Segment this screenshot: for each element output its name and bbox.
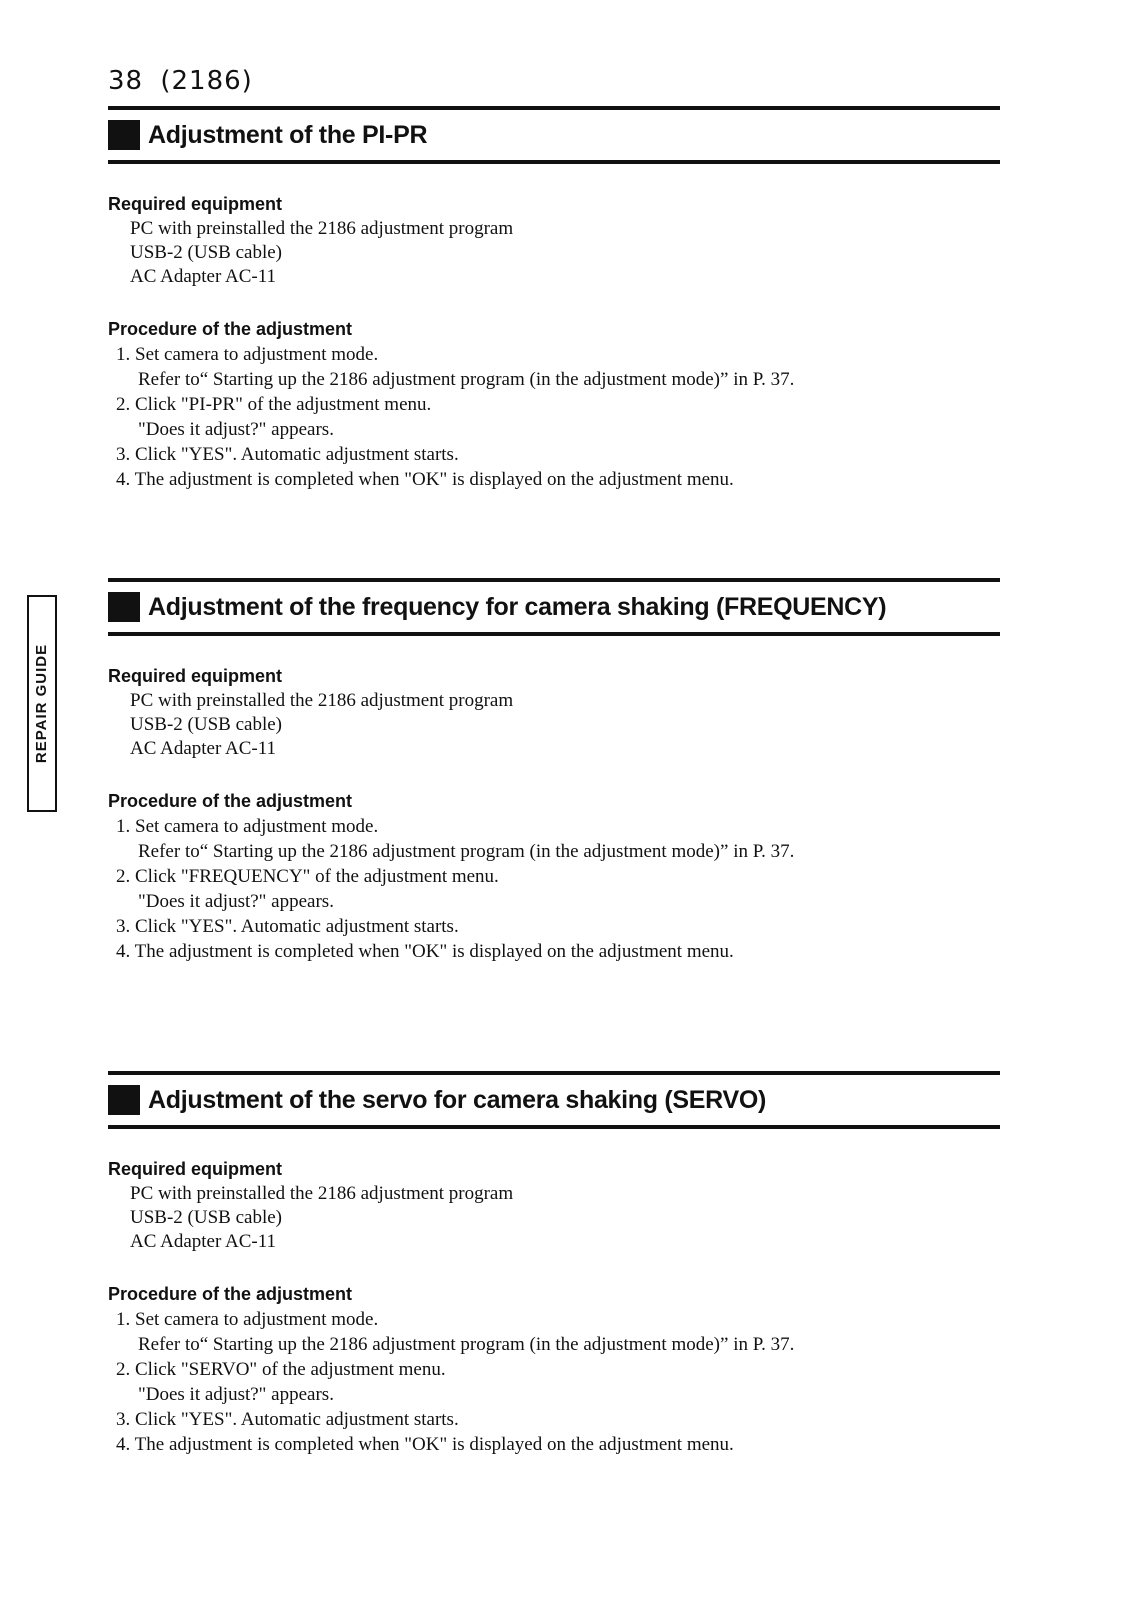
equipment-item: PC with preinstalled the 2186 adjustment program bbox=[130, 690, 514, 711]
heading-marker-square bbox=[108, 592, 140, 622]
procedure-step: 2. Click "FREQUENCY" of the adjustment menu. bbox=[116, 866, 499, 887]
procedure-step: 1. Set camera to adjustment mode. bbox=[116, 344, 379, 365]
section-pi-pr bbox=[108, 106, 1000, 492]
procedure-step-note: Refer to“ Starting up the 2186 adjustment program (in the adjustment mode)” in P. 37. bbox=[138, 369, 795, 390]
procedure-step: 2. Click "PI-PR" of the adjustment menu. bbox=[116, 394, 432, 415]
procedure-step: 4. The adjustment is completed when "OK" is displayed on the adjustment menu. bbox=[116, 1434, 734, 1455]
section-frequency bbox=[108, 578, 1000, 964]
procedure-step: 3. Click "YES". Automatic adjustment starts. bbox=[116, 916, 459, 937]
procedure-label: Procedure of the adjustment bbox=[108, 319, 353, 339]
procedure-label: Procedure of the adjustment bbox=[108, 1284, 353, 1304]
page-model: (2186) bbox=[160, 66, 253, 96]
procedure-step-note: Refer to“ Starting up the 2186 adjustment program (in the adjustment mode)” in P. 37. bbox=[138, 1334, 795, 1355]
equipment-item: USB-2 (USB cable) bbox=[130, 1207, 282, 1228]
equipment-label: Required equipment bbox=[108, 194, 283, 214]
section-title: Adjustment of the PI-PR bbox=[148, 120, 428, 149]
procedure-step-note: "Does it adjust?" appears. bbox=[138, 891, 334, 912]
procedure-step: 4. The adjustment is completed when "OK" is displayed on the adjustment menu. bbox=[116, 941, 734, 962]
heading-marker-square bbox=[108, 1085, 140, 1115]
procedure-step: 1. Set camera to adjustment mode. bbox=[116, 816, 379, 837]
section-servo bbox=[108, 1071, 1000, 1457]
section-heading bbox=[108, 110, 1000, 160]
equipment-item: USB-2 (USB cable) bbox=[130, 242, 282, 263]
procedure-label: Procedure of the adjustment bbox=[108, 791, 353, 811]
equipment-item: PC with preinstalled the 2186 adjustment program bbox=[130, 1183, 514, 1204]
procedure-step-note: Refer to“ Starting up the 2186 adjustment program (in the adjustment mode)” in P. 37. bbox=[138, 841, 795, 862]
procedure-step: 1. Set camera to adjustment mode. bbox=[116, 1309, 379, 1330]
section-title: Adjustment of the servo for camera shaking (SERVO) bbox=[148, 1085, 767, 1114]
page-number bbox=[108, 66, 253, 96]
procedure-step: 3. Click "YES". Automatic adjustment starts. bbox=[116, 444, 459, 465]
section-heading bbox=[108, 1075, 1000, 1125]
procedure-step: 2. Click "SERVO" of the adjustment menu. bbox=[116, 1359, 446, 1380]
procedure-step: 4. The adjustment is completed when "OK" is displayed on the adjustment menu. bbox=[116, 469, 734, 490]
side-tab-label: REPAIR GUIDE bbox=[33, 643, 51, 764]
section-title: Adjustment of the frequency for camera shaking (FREQUENCY) bbox=[148, 592, 887, 621]
equipment-item: AC Adapter AC-11 bbox=[130, 1231, 277, 1252]
side-tab-repair-guide bbox=[27, 595, 57, 812]
equipment-label: Required equipment bbox=[108, 666, 283, 686]
equipment-item: AC Adapter AC-11 bbox=[130, 266, 277, 287]
heading-marker-square bbox=[108, 120, 140, 150]
procedure-step-note: "Does it adjust?" appears. bbox=[138, 1384, 334, 1405]
equipment-item: PC with preinstalled the 2186 adjustment program bbox=[130, 218, 514, 239]
page-number-value: 38 bbox=[108, 66, 144, 96]
equipment-item: AC Adapter AC-11 bbox=[130, 738, 277, 759]
equipment-label: Required equipment bbox=[108, 1159, 283, 1179]
procedure-step: 3. Click "YES". Automatic adjustment starts. bbox=[116, 1409, 459, 1430]
section-heading bbox=[108, 582, 1000, 632]
equipment-item: USB-2 (USB cable) bbox=[130, 714, 282, 735]
procedure-step-note: "Does it adjust?" appears. bbox=[138, 419, 334, 440]
